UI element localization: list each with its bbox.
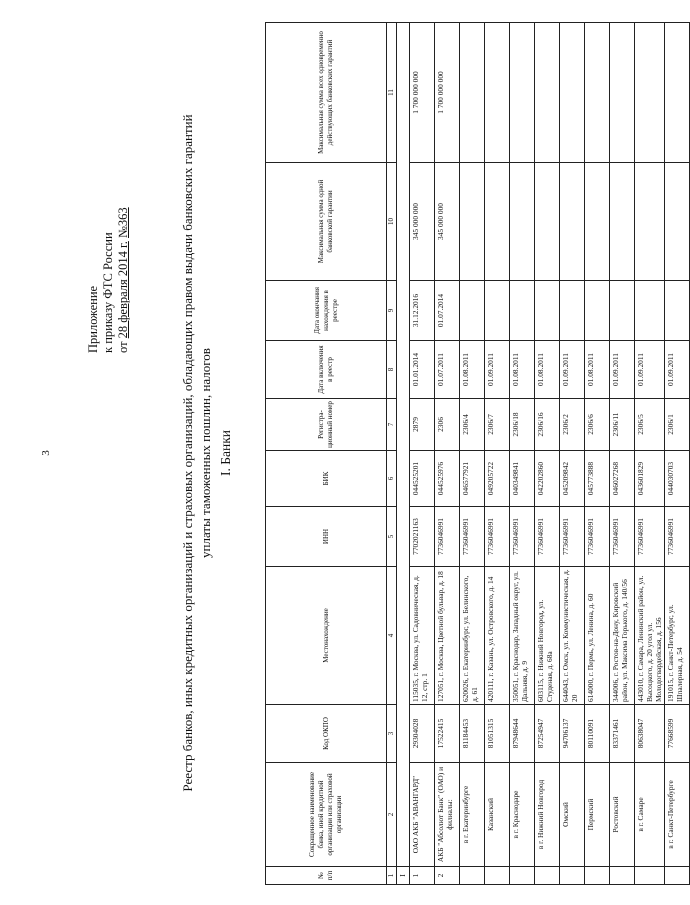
order-reference-block bbox=[86, 207, 131, 353]
cell-reg: 2306/16 bbox=[535, 399, 560, 451]
cell-max-all bbox=[665, 23, 690, 163]
cell-okpo: 83371461 bbox=[610, 705, 635, 763]
cell-max-one: 345 000 000 bbox=[410, 163, 435, 281]
cell-max-one bbox=[510, 163, 535, 281]
cell-inn: 7736046991 bbox=[535, 507, 560, 567]
cell-date-out bbox=[585, 281, 610, 341]
cell-date-in: 01.08.2011 bbox=[510, 341, 535, 399]
order-number: №363 bbox=[116, 207, 130, 239]
cell-max-one bbox=[585, 163, 610, 281]
cell-okpo: 81051315 bbox=[485, 705, 510, 763]
cell-okpo: 87254947 bbox=[535, 705, 560, 763]
table-row bbox=[610, 23, 635, 885]
cell-bik: 040349841 bbox=[510, 451, 535, 507]
column-header: Сокращенное наименование банка, иной кредитной организации или страховой организации bbox=[266, 763, 387, 867]
column-header: БИК bbox=[266, 451, 387, 507]
cell-max-one bbox=[560, 163, 585, 281]
cell-address: 344006, г. Ростов-на-Дону, Кировский район, ул. Максима Горького, д. 140/56 bbox=[610, 567, 635, 705]
cell-name: в г. Санкт-Петербурге bbox=[665, 763, 690, 867]
column-number: 2 bbox=[387, 763, 397, 867]
cell-max-all bbox=[585, 23, 610, 163]
column-number: 9 bbox=[387, 281, 397, 341]
order-date-prefix: от bbox=[116, 341, 130, 353]
column-number: 1 bbox=[387, 867, 397, 885]
cell-date-in: 01.09.2011 bbox=[485, 341, 510, 399]
cell-max-all bbox=[460, 23, 485, 163]
cell-date-out bbox=[510, 281, 535, 341]
cell-bik: 046577921 bbox=[460, 451, 485, 507]
cell-okpo: 80638047 bbox=[635, 705, 665, 763]
cell-reg: 2306 bbox=[435, 399, 460, 451]
cell-address: 603115, г. Нижний Новгород, ул. Студеная, д. 68а bbox=[535, 567, 560, 705]
table-row bbox=[665, 23, 690, 885]
cell-inn: 7736046991 bbox=[610, 507, 635, 567]
cell-date-out bbox=[535, 281, 560, 341]
cell-date-out: 31.12.2016 bbox=[410, 281, 435, 341]
cell-reg: 2306/5 bbox=[635, 399, 665, 451]
cell-bik: 049205722 bbox=[485, 451, 510, 507]
order-date: 28 февраля 2014 г. bbox=[116, 241, 130, 339]
table-row bbox=[510, 23, 535, 885]
cell-num bbox=[610, 867, 635, 885]
cell-bik: 046027268 bbox=[610, 451, 635, 507]
cell-date-in: 01.09.2011 bbox=[665, 341, 690, 399]
cell-name: Казанский bbox=[485, 763, 510, 867]
table-row bbox=[460, 23, 485, 885]
column-number: 5 bbox=[387, 507, 397, 567]
cell-max-one bbox=[485, 163, 510, 281]
bank-registry-table bbox=[265, 22, 690, 885]
cell-address: 350051, г. Краснодар, Западный округ, ул. Дальняя, д. 9 bbox=[510, 567, 535, 705]
order-date-line bbox=[116, 207, 131, 353]
column-number: 8 bbox=[387, 341, 397, 399]
cell-address: 127051, г. Москва, Цветной бульвар, д. 18 bbox=[435, 567, 460, 705]
column-number: 10 bbox=[387, 163, 397, 281]
table-row bbox=[560, 23, 585, 885]
cell-date-out: 01.07.2014 bbox=[435, 281, 460, 341]
column-header: ИНН bbox=[266, 507, 387, 567]
cell-num bbox=[560, 867, 585, 885]
cell-name: Пермский bbox=[585, 763, 610, 867]
table-row bbox=[585, 23, 610, 885]
table-row bbox=[535, 23, 560, 885]
cell-address: 443010, г. Самара, Ленинский район, ул. Высоцкого, д. 20 угол ул. Молодогвардейская, д. 156 bbox=[635, 567, 665, 705]
section-heading: I. Банки bbox=[218, 430, 233, 476]
cell-max-one bbox=[635, 163, 665, 281]
cell-inn: 7702021163 bbox=[410, 507, 435, 567]
cell-reg: 2306/18 bbox=[510, 399, 535, 451]
cell-reg: 2306/7 bbox=[485, 399, 510, 451]
cell-date-in: 01.01.2014 bbox=[410, 341, 435, 399]
cell-inn: 7736046991 bbox=[510, 507, 535, 567]
cell-num bbox=[585, 867, 610, 885]
cell-okpo: 87948644 bbox=[510, 705, 535, 763]
section-label: I bbox=[397, 867, 410, 885]
cell-bik: 042202860 bbox=[535, 451, 560, 507]
cell-date-out bbox=[635, 281, 665, 341]
cell-inn: 7736046991 bbox=[560, 507, 585, 567]
cell-bik: 044525976 bbox=[435, 451, 460, 507]
cell-name: Ростовский bbox=[610, 763, 635, 867]
cell-okpo: 17522415 bbox=[435, 705, 460, 763]
column-number: 4 bbox=[387, 567, 397, 705]
cell-max-all bbox=[610, 23, 635, 163]
page-number: 3 bbox=[40, 450, 52, 456]
rotated-page-content bbox=[40, 13, 684, 893]
cell-max-one bbox=[610, 163, 635, 281]
column-number: 3 bbox=[387, 705, 397, 763]
cell-max-one: 345 000 000 bbox=[435, 163, 460, 281]
cell-date-in: 01.09.2011 bbox=[635, 341, 665, 399]
cell-num bbox=[510, 867, 535, 885]
cell-max-all bbox=[485, 23, 510, 163]
registry-title: Реестр банков, иных кредитных организаций и страховых организаций, обладающих правом выдачи банковских гарантий bbox=[180, 114, 195, 792]
cell-num: 2 bbox=[435, 867, 460, 885]
cell-okpo: 80110091 bbox=[585, 705, 610, 763]
cell-num bbox=[665, 867, 690, 885]
cell-inn: 7736046991 bbox=[460, 507, 485, 567]
cell-reg: 2306/4 bbox=[460, 399, 485, 451]
cell-address: 620026, г. Екатеринбург, ул. Белинского, д. 61 bbox=[460, 567, 485, 705]
cell-reg: 2879 bbox=[410, 399, 435, 451]
cell-date-out bbox=[560, 281, 585, 341]
cell-name: ОАО АКБ "АВАНГАРД" bbox=[410, 763, 435, 867]
cell-date-in: 01.09.2011 bbox=[560, 341, 585, 399]
cell-name: в г. Краснодаре bbox=[510, 763, 535, 867]
cell-okpo: 81184453 bbox=[460, 705, 485, 763]
cell-inn: 7736046991 bbox=[435, 507, 460, 567]
cell-okpo: 94706137 bbox=[560, 705, 585, 763]
column-header: Максимальная сумма одной банковской гарантии bbox=[266, 163, 387, 281]
cell-date-in: 01.08.2011 bbox=[585, 341, 610, 399]
cell-num bbox=[485, 867, 510, 885]
cell-max-all: 1 700 000 000 bbox=[435, 23, 460, 163]
column-header: № п/п bbox=[266, 867, 387, 885]
cell-date-out bbox=[485, 281, 510, 341]
cell-name: Омский bbox=[560, 763, 585, 867]
cell-reg: 2306/1 bbox=[665, 399, 690, 451]
cell-bik: 044525201 bbox=[410, 451, 435, 507]
column-header: Местонахождение bbox=[266, 567, 387, 705]
cell-bik: 043601829 bbox=[635, 451, 665, 507]
column-number: 6 bbox=[387, 451, 397, 507]
cell-name: в г. Нижний Новгород bbox=[535, 763, 560, 867]
cell-num bbox=[460, 867, 485, 885]
cell-inn: 7736046991 bbox=[665, 507, 690, 567]
column-header: Код ОКПО bbox=[266, 705, 387, 763]
appendix-label: Приложение bbox=[86, 285, 100, 353]
cell-name: АКБ "Абсолют Банк" (ОАО) и филиалы: bbox=[435, 763, 460, 867]
cell-num bbox=[635, 867, 665, 885]
section-row bbox=[397, 23, 410, 885]
cell-max-one bbox=[460, 163, 485, 281]
cell-inn: 7736046991 bbox=[585, 507, 610, 567]
cell-reg: 2306/6 bbox=[585, 399, 610, 451]
cell-inn: 7736046991 bbox=[635, 507, 665, 567]
cell-bik: 045773888 bbox=[585, 451, 610, 507]
cell-bik: 044030703 bbox=[665, 451, 690, 507]
cell-num bbox=[535, 867, 560, 885]
cell-num: 1 bbox=[410, 867, 435, 885]
cell-max-all bbox=[635, 23, 665, 163]
cell-date-in: 01.07.2011 bbox=[435, 341, 460, 399]
cell-reg: 2306/2 bbox=[560, 399, 585, 451]
cell-address: 614000, г. Пермь, ул. Ленина, д. 60 bbox=[585, 567, 610, 705]
cell-max-all: 1 700 000 000 bbox=[410, 23, 435, 163]
column-header: Регистра-ционный номер bbox=[266, 399, 387, 451]
column-number-row bbox=[387, 23, 397, 885]
cell-reg: 2306/11 bbox=[610, 399, 635, 451]
cell-max-all bbox=[510, 23, 535, 163]
cell-date-in: 01.08.2011 bbox=[460, 341, 485, 399]
cell-inn: 7736046991 bbox=[485, 507, 510, 567]
cell-max-all bbox=[535, 23, 560, 163]
cell-address: 115035, г. Москва, ул. Садовническая, д. 12, стр. 1 bbox=[410, 567, 435, 705]
column-header: Дата включения в реестр bbox=[266, 341, 387, 399]
table-row bbox=[410, 23, 435, 885]
cell-address: 420111, г. Казань, ул. Островского, д. 14 bbox=[485, 567, 510, 705]
cell-date-in: 01.08.2011 bbox=[535, 341, 560, 399]
cell-max-one bbox=[535, 163, 560, 281]
cell-name: в г. Екатеринбурге bbox=[460, 763, 485, 867]
cell-bik: 045209842 bbox=[560, 451, 585, 507]
table-row bbox=[485, 23, 510, 885]
column-header: Максимальная сумма всех одновременно действующих банковских гарантий bbox=[266, 23, 387, 163]
cell-date-in: 01.09.2011 bbox=[610, 341, 635, 399]
cell-date-out bbox=[460, 281, 485, 341]
cell-max-one bbox=[665, 163, 690, 281]
column-number: 7 bbox=[387, 399, 397, 451]
column-header: Дата окончания нахождения в реестре bbox=[266, 281, 387, 341]
table-row bbox=[435, 23, 460, 885]
cell-date-out bbox=[610, 281, 635, 341]
order-label: к приказу ФТС России bbox=[101, 232, 115, 353]
section-row-blank bbox=[397, 23, 410, 867]
cell-max-all bbox=[560, 23, 585, 163]
cell-address: 644043, г. Омск, ул. Коммунистическая, д. 20 bbox=[560, 567, 585, 705]
cell-date-out bbox=[665, 281, 690, 341]
cell-name: в г. Самаре bbox=[635, 763, 665, 867]
table-header-row bbox=[266, 23, 387, 885]
table-row bbox=[635, 23, 665, 885]
cell-address: 191015, г. Санкт-Петербург, ул. Шпалерная, д. 54 bbox=[665, 567, 690, 705]
cell-okpo: 29304028 bbox=[410, 705, 435, 763]
registry-subtitle: уплаты таможенных пошлин, налогов bbox=[198, 348, 213, 558]
cell-okpo: 77668599 bbox=[665, 705, 690, 763]
column-number: 11 bbox=[387, 23, 397, 163]
